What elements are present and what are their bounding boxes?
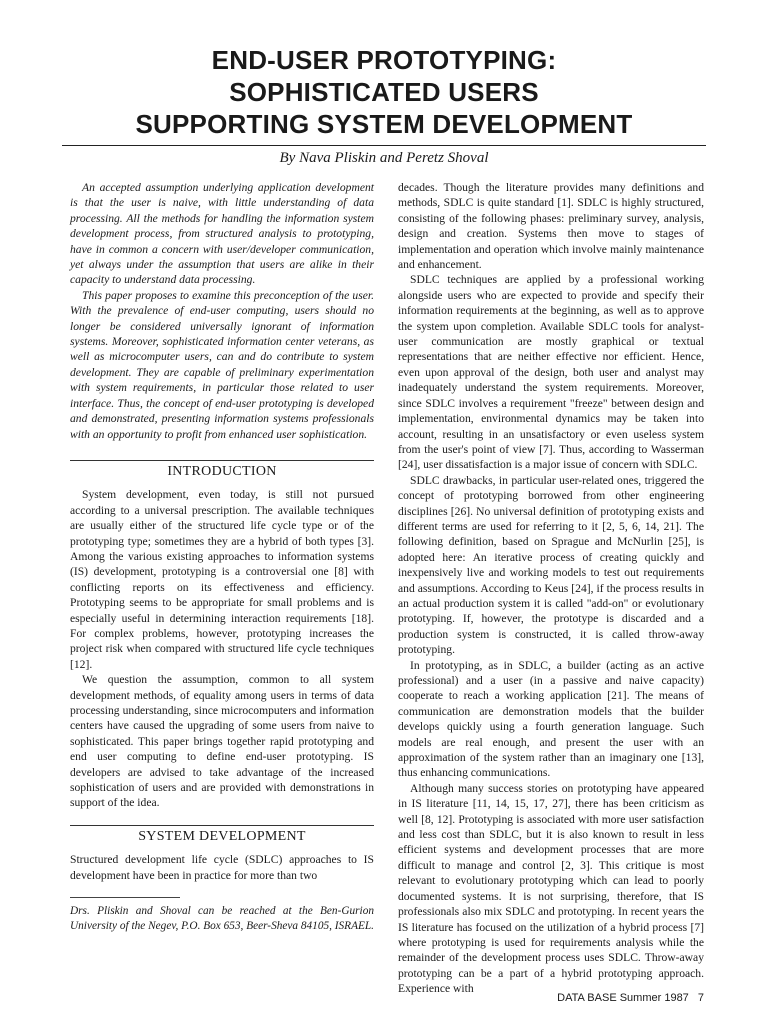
- right-paragraph-5: Although many success stories on prototyping have appeared in IS literature [11, 14, 15, 17, 27], there has been criticism as well [8, 12]. Prototyping is associated with more user satisfaction and less cost than SDLC, but it is also known to result in less efficient systems and development processes that are more difficult to manage and control [2, 3]. This critique is most relevant to evolutionary prototyping which can lead to poorly documented systems. It is not surprising, therefore, that IS professionals also mix SDLC and prototyping. In recent years the IS literature has focused on the utilization of a hybrid process [7] where prototyping is used for requirements analysis while the remainder of the development process uses SDLC. Throw-away prototyping can be a part of a hybrid prototyping approach. Experience with: [398, 781, 704, 996]
- right-column: [398, 180, 704, 997]
- abstract-paragraph-2: This paper proposes to examine this preconception of the user. With the prevalence of end-user computing, users should no longer be considered universally ignorant of information systems. Moreover, sophisticated information center veterans, as well as microcomputer users, can and do contribute to system development. They are capable of preliminary experimentation with system requirements, in particular those related to user interface. Thus, the concept of end-user prototyping is developed and demonstrated, presenting information systems professionals with an opportunity to profit from enhanced user sophistication.: [70, 288, 374, 441]
- title-line-3: SUPPORTING SYSTEM DEVELOPMENT: [135, 109, 633, 139]
- title-line-2: SOPHISTICATED USERS: [229, 77, 539, 107]
- byline: By Nava Pliskin and Peretz Shoval: [279, 150, 489, 166]
- right-paragraph-4: In prototyping, as in SDLC, a builder (acting as an active professional) and a user (in a passive and naive capacity) cooperate to reach a working application [21]. The means of communication are demonstration models that the builder develops quickly using a fourth generation language. Such models are real enough, and present the user with an approximation of the system rather than an imaginary one [13], thus enhancing communications.: [398, 658, 704, 780]
- intro-paragraph-1: System development, even today, is still not pursued according to a universal prescription. The available techniques are usually either of the structured life cycle type or of the prototyping type; sometimes they are a hybrid of both types [3]. Among the various existing approaches to information systems (IS) development, prototyping is a controversial one [8] with conflicting reports on its effectiveness and efficiency. Prototyping seems to be appropriate for small problems and is especially useful in determining interaction requirements [18]. For complex problems, however, prototyping increases the project risk when compared with structured life cycle techniques [12].: [70, 488, 374, 671]
- right-paragraph-1: decades. Though the literature provides many definitions and methods, SDLC is quite standard [1]. SDLC is highly structured, consisting of the following phases: preliminary survey, analysis, design and creation. Systems then move to stages of implementation and operation which involve mainly maintenance and enhancement.: [398, 181, 704, 272]
- right-paragraph-2: SDLC techniques are applied by a professional working alongside users who are expected to provide and specify their information requirements at the beginning, as well as to approve the system upon completion. Available SDLC tools for analyst-user communication are mostly graphical or textual representations that are neither effective nor efficient. Hence, even upon approval of the design, both user and analyst may inadequately understand the system requirements. Moreover, since SDLC involves a requirement "freeze" between design and implementation, environmental dynamics may be taken into account, resulting in an unsatisfactory or even useless system from the user's point of view [7]. Thus, according to Wasserman [24], user dissatisfaction is a major issue of concern with SDLC.: [398, 273, 704, 472]
- page-footer: [551, 992, 704, 1004]
- abstract: [70, 180, 374, 442]
- title-line-1: END-USER PROTOTYPING:: [211, 45, 557, 75]
- right-paragraph-3: SDLC drawbacks, in particular user-related ones, triggered the concept of prototyping borrowed from other engineering disciplines [26]. No universal definition of prototyping exists and different terms are used for referring to it [2, 5, 6, 14, 21]. The following definition, based on Sprague and McNurlin [25], is adopted here: An iterative process of creating quickly and inexpensively live and working models to test out requirements and assumptions. According to Keus [24], if the process results in an actual production system it is called "add-on" or evolutionary prototyping. If, however, the prototype is discarded and a production system is constructed, it is called throw-away prototyping.: [398, 473, 704, 657]
- left-column: [70, 180, 374, 933]
- article-title: [60, 44, 708, 140]
- section-heading-introduction: INTRODUCTION: [70, 460, 374, 479]
- title-rule: [62, 145, 706, 146]
- intro-paragraph-2: We question the assumption, common to all system development methods, of equality among users in terms of data processing understanding, since microcomputers and information centers have caused the upgrading of some users from naive to sophisticated. This paper brings together rapid prototyping and end user computing to define end-user prototyping. IS developers are advised to take advantage of the increased sophistication of users and are provided with demonstrations in support of the idea.: [70, 673, 374, 810]
- footer-page-number: 7: [697, 992, 704, 1004]
- abstract-paragraph-1: An accepted assumption underlying application development is that the user is naive, with little understanding of data processing. All the methods for handling the information system development process, from structured analysis to prototyping, have in common a concern with user/developer communication, yet always under the assumption that users are alike in their capacity to understand data processing.: [70, 181, 374, 287]
- sysdev-paragraph: Structured development life cycle (SDLC) approaches to IS development have been in practice for more than two: [70, 853, 374, 882]
- footnote-rule: [70, 897, 180, 898]
- footer-publication: DATA BASE Summer 1987: [557, 992, 689, 1004]
- author-footnote: Drs. Pliskin and Shoval can be reached at the Ben-Gurion University of the Negev, P.O. Box 653, Beer-Sheva 84105, ISRAEL.: [70, 905, 374, 932]
- section-heading-system-development: SYSTEM DEVELOPMENT: [70, 825, 374, 844]
